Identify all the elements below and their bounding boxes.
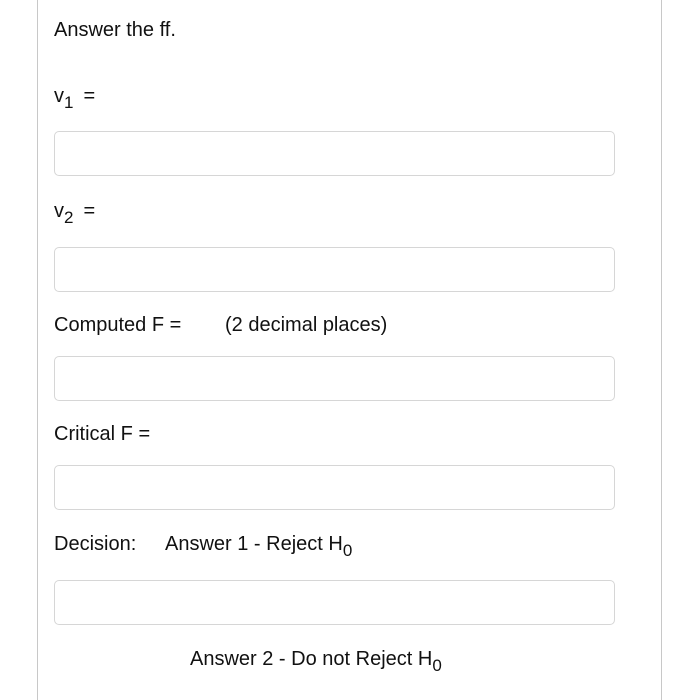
computed-f-label: Computed F =	[54, 314, 182, 336]
v1-subscript: 1	[64, 93, 74, 112]
computed-f-note: (2 decimal places)	[225, 314, 388, 336]
v1-var: v	[54, 85, 64, 107]
v2-label	[54, 199, 96, 227]
decision-answer2	[190, 647, 442, 675]
decision-label: Decision:	[54, 533, 137, 555]
decision-answer1	[165, 532, 353, 560]
critical-f-input[interactable]	[54, 465, 615, 510]
question-prompt: Answer the ff.	[54, 19, 176, 41]
critical-f-label: Critical F =	[54, 423, 151, 445]
answer1-subscript: 0	[342, 541, 353, 560]
v2-input[interactable]	[54, 247, 615, 292]
decision-input[interactable]	[54, 580, 615, 625]
answer2-text: Answer 2 - Do not Reject H	[190, 648, 433, 670]
v1-label	[54, 84, 96, 112]
v1-input[interactable]	[54, 131, 615, 176]
v2-var: v	[54, 200, 64, 222]
v2-equals: =	[83, 200, 96, 222]
answer2-subscript: 0	[432, 656, 442, 675]
v1-equals: =	[83, 85, 96, 107]
v2-subscript: 2	[64, 208, 74, 227]
computed-f-input[interactable]	[54, 356, 615, 401]
answer1-text: Answer 1 - Reject H	[165, 533, 343, 555]
